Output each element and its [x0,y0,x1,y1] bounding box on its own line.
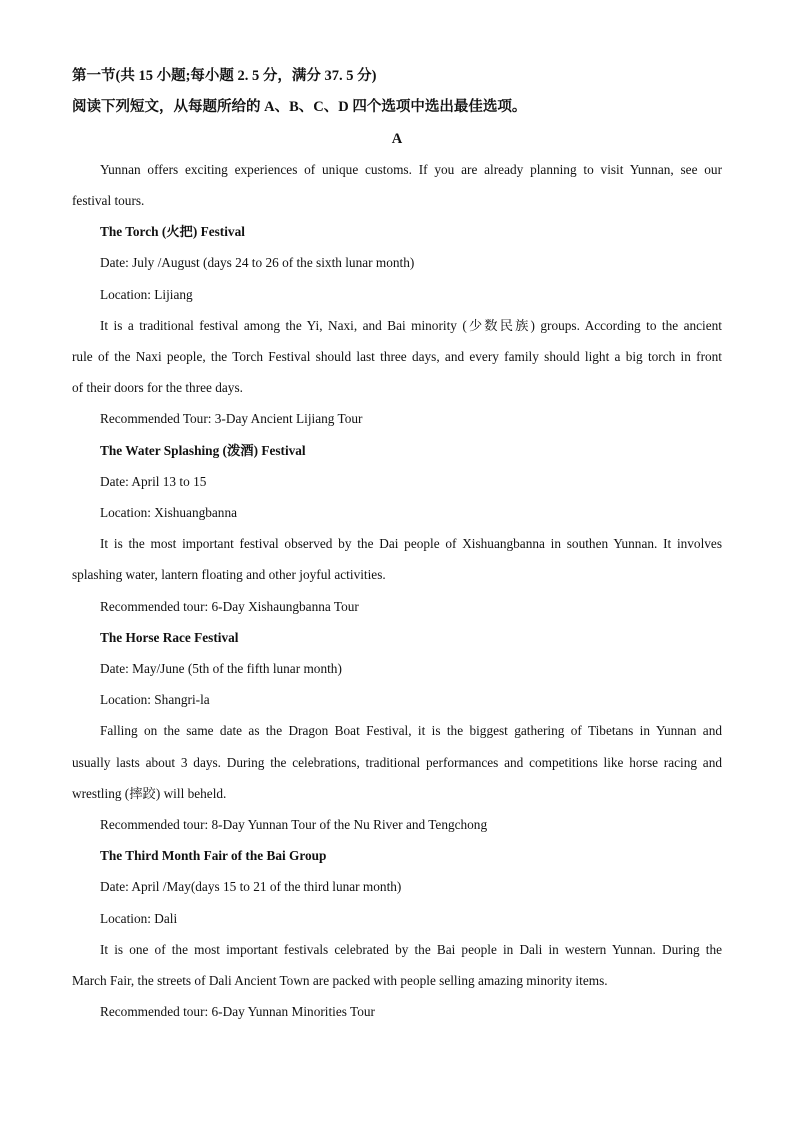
passage-label: A [391,131,403,147]
festival-desc-line: splashing water, lantern floating and other joyful activities. [72,567,386,582]
festival-title: The Third Month Fair of the Bai Group [100,848,327,863]
festival-date: Date: May/June (5th of the fifth lunar month) [100,661,342,676]
festival-desc-line: of their doors for the three days. [72,380,243,395]
festival-date: Date: July /August (days 24 to 26 of the sixth lunar month) [100,255,415,270]
festival-desc-line: March Fair, the streets of Dali Ancient Town are packed with people selling amazing minority items. [72,973,608,988]
festival-desc-line: Falling on the same date as the Dragon Boat Festival, it is the biggest gathering of Tibetans in Yunnan and [100,723,722,738]
intro-line-1: Yunnan offers exciting experiences of unique customs. If you are already planning to visit Yunnan, see our [100,162,722,177]
festival-desc-line: wrestling (摔跤) will beheld. [72,786,227,801]
festival-location: Location: Lijiang [100,287,193,302]
festival-desc-line: It is one of the most important festivals celebrated by the Bai people in Dali in western Yunnan. During the [100,942,722,957]
festival-location: Location: Xishuangbanna [100,505,237,520]
festival-desc-line: It is a traditional festival among the Yi, Naxi, and Bai minority (少数民族) groups. According to the ancient [100,318,722,333]
festival-title: The Horse Race Festival [100,630,239,645]
festival-desc-line: rule of the Naxi people, the Torch Festival should last three days, and every family should light a big torch in front [72,349,722,364]
festival-date: Date: April 13 to 15 [100,474,207,489]
festival-date: Date: April /May(days 15 to 21 of the third lunar month) [100,879,402,894]
festival-tour: Recommended tour: 6-Day Yunnan Minorities Tour [100,1004,375,1019]
festival-title: The Torch (火把) Festival [100,224,245,239]
festival-tour: Recommended tour: 8-Day Yunnan Tour of the Nu River and Tengchong [100,817,488,832]
festival-tour: Recommended Tour: 3-Day Ancient Lijiang Tour [100,411,363,426]
intro-line-2: festival tours. [72,193,145,208]
festival-location: Location: Shangri-la [100,692,210,707]
section-heading: 第一节(共 15 小题;每小题 2. 5 分，满分 37. 5 分) [72,68,377,84]
festival-desc-line: It is the most important festival observed by the Dai people of Xishuangbanna in southen Yunnan. It involves [100,536,722,551]
instruction-text: 阅读下列短文，从每题所给的 A、B、C、D 四个选项中选出最佳选项。 [72,99,527,115]
festival-location: Location: Dali [100,911,178,926]
festival-desc-line: usually lasts about 3 days. During the celebrations, traditional performances and competitions like horse racing and [72,755,722,770]
festival-title: The Water Splashing (泼酒) Festival [100,443,306,458]
festival-tour: Recommended tour: 6-Day Xishaungbanna Tour [100,599,359,614]
